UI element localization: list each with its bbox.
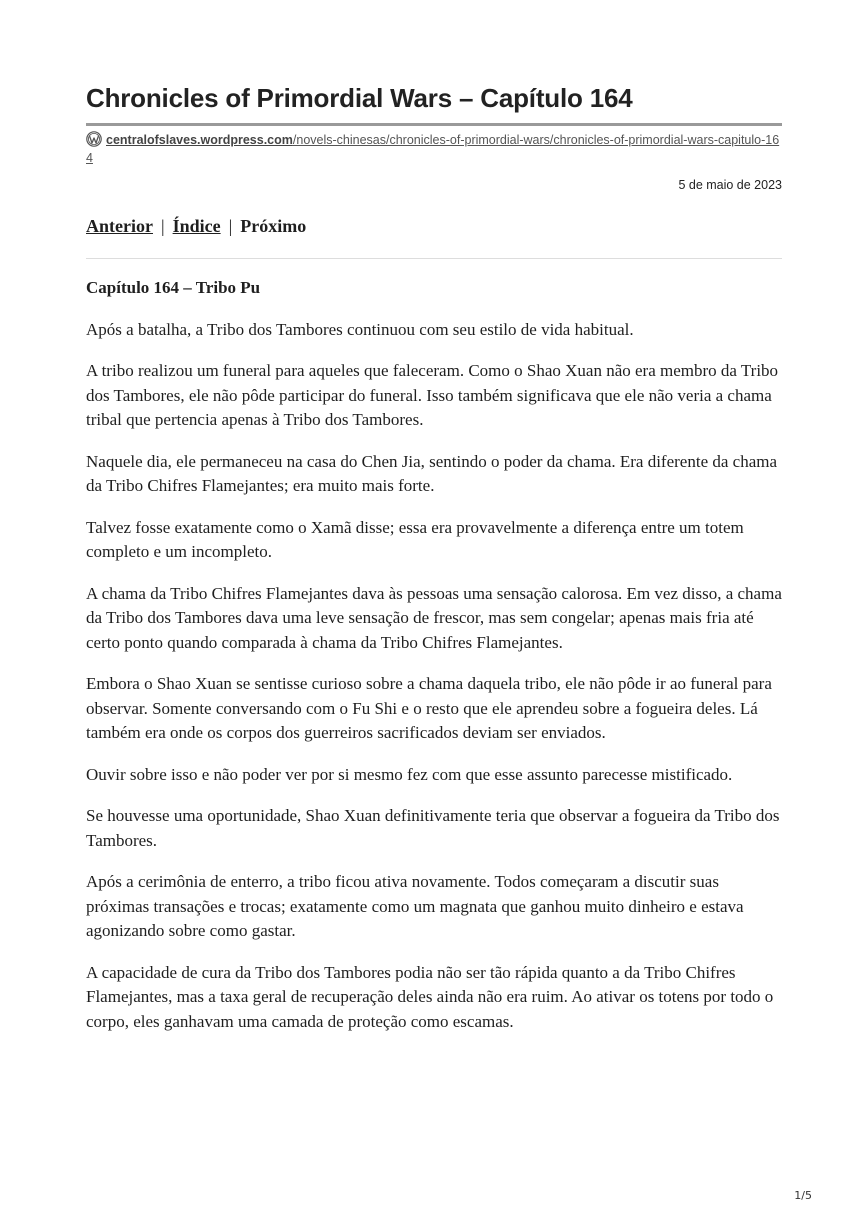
paragraph: Naquele dia, ele permaneceu na casa do Chen Jia, sentindo o poder da chama. Era diferente da chama da Tribo Chifres Flamejantes; era muito mais forte. [86,451,778,495]
paragraph: Se houvesse uma oportunidade, Shao Xuan definitivamente teria que observar a fogueira da Tribo dos Tambores. [86,806,780,850]
document-page [86,0,782,1034]
wordpress-icon [86,131,102,147]
publish-date: 5 de maio de 2023 [678,178,782,192]
next-link[interactable]: Próximo [240,216,307,236]
chapter-heading: Capítulo 164 – Tribo Pu [86,278,261,297]
source-domain-link[interactable]: centralofslaves.wordpress.com [106,133,293,147]
nav-separator: | [228,216,233,236]
paragraph: Talvez fosse exatamente como o Xamã disse; essa era provavelmente a diferença entre um totem completo e um incompleto. [86,517,744,561]
source-path-link[interactable]: /novels-chinesas/chronicles-of-primordial-wars/chronicles-of-primordial-wars-capitulo-164 [86,133,780,165]
paragraph: Após a batalha, a Tribo dos Tambores continuou com seu estilo de vida habitual. [86,319,634,339]
nav-divider [86,258,782,259]
index-link[interactable]: Índice [172,216,221,236]
paragraph: Ouvir sobre isso e não poder ver por si mesmo fez com que esse assunto parecesse mistificado. [86,764,733,784]
source-url[interactable] [86,131,782,167]
title-divider [86,123,782,126]
nav-separator: | [160,216,165,236]
previous-link[interactable]: Anterior [86,216,153,236]
paragraph: A capacidade de cura da Tribo dos Tambores podia não ser tão rápida quanto a da Tribo Chifres Flamejantes, mas a taxa geral de recuperação deles ainda não era ruim. Ao ativar os totens por todo o corpo, eles ganhavam uma camada de proteção como escamas. [86,962,774,1031]
page-title: Chronicles of Primordial Wars – Capítulo 164 [86,83,633,113]
paragraph: A tribo realizou um funeral para aqueles que faleceram. Como o Shao Xuan não era membro da Tribo dos Tambores, ele não pôde participar do funeral. Isso também significava que ele não veria a chama tribal que pertencia apenas à Tribo dos Tambores. [86,361,779,429]
paragraph: Embora o Shao Xuan se sentisse curioso sobre a chama daquela tribo, ele não pôde ir ao funeral para observar. Somente conversando com o Fu Shi e o resto que ele aprendeu sobre a fogueira deles. Lá também era onde os corpos dos guerreiros sacrificados deviam ser enviados. [86,674,772,742]
chapter-navigation [86,214,782,238]
paragraph: Após a cerimônia de enterro, a tribo ficou ativa novamente. Todos começaram a discutir suas próximas transações e trocas; exatamente como um magnata que ganhou muito dinheiro e estava agonizando sobre como gastar. [86,872,744,940]
page-number: 1/5 [794,1189,812,1202]
chapter-content [86,276,782,1034]
paragraph: A chama da Tribo Chifres Flamejantes dava às pessoas uma sensação calorosa. Em vez disso, a chama da Tribo dos Tambores dava uma leve sensação de frescor, mas sem congelar; apenas mais fria até certo ponto quando comparada à chama da Tribo Chifres Flamejantes. [86,583,782,652]
